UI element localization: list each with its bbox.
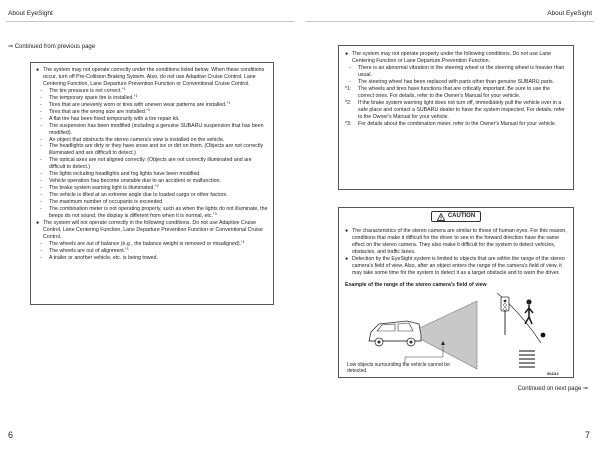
continued-on-next-page: Continued on next page ⇒ <box>517 386 588 392</box>
footnote-reference: *1 <box>241 238 245 244</box>
condition-item-text: A flat tire has been fixed temporarily with a tire repair kit. <box>49 115 180 122</box>
figure-code: S04113 <box>547 371 559 376</box>
condition-item <box>36 199 268 206</box>
condition-item <box>36 185 268 192</box>
dash-marker: - <box>40 206 42 213</box>
condition-item <box>36 106 268 116</box>
footnote <box>345 86 567 100</box>
footnote-mark: *2: <box>345 99 352 106</box>
page-number-right: 7 <box>584 430 590 440</box>
footnote <box>345 121 567 128</box>
footnote-reference: *1 <box>125 245 129 251</box>
vehicle-icon <box>369 321 421 346</box>
condition-item <box>36 245 268 255</box>
condition-item <box>36 157 268 171</box>
caution-item <box>345 228 567 256</box>
caution-box <box>338 207 574 378</box>
condition-item <box>36 206 268 220</box>
condition-item <box>36 116 268 123</box>
dash-marker: - <box>40 185 42 192</box>
warning-triangle-icon <box>437 213 445 221</box>
steering-condition-item-text: There is an abnormal vibration in the steering wheel or the steering wheel is heavier than usual. <box>358 64 565 78</box>
caption-leader-line <box>405 346 443 363</box>
conditions-paragraph-2-text: The system will not operate correctly in the following conditions. Do not use Adaptive Cruise Control, Lane Centering Function, Lane Departure Prevention Function or Conventional Cruise Control. <box>43 219 263 240</box>
bullet-icon: ● <box>345 255 349 262</box>
steering-conditions-box <box>338 45 574 190</box>
condition-item-text: The headlights are dirty or they have snow and ice or dirt on them. (Objects are not correctly illuminated and are difficult to detect.) <box>49 143 264 157</box>
condition-item-text: The wheels are out of alignment. <box>49 247 126 254</box>
dash-marker: - <box>40 171 42 178</box>
footnote <box>345 100 567 121</box>
condition-item-text: Vehicle operation has become unstable due to an accident or malfunction. <box>49 178 221 185</box>
condition-item-text: The lights including headlights and fog lights have been modified. <box>49 171 201 178</box>
left-header-divider <box>6 21 294 22</box>
conditions-paragraph-1 <box>36 67 268 88</box>
bullet-icon: ● <box>345 228 349 234</box>
steering-paragraph <box>345 51 567 65</box>
footnote-reference: *1 <box>133 92 138 98</box>
caution-item-text: Detection by the EyeSight system is limited to objects that are within the range of the stereo camera's field of view. Also, after an object enters the range of the camera's field of view, it may take some time for the system to detect it as a target obstacle and to warn the driver. <box>352 255 565 276</box>
traffic-light-icon <box>501 297 509 335</box>
dash-marker: - <box>40 240 42 247</box>
caution-list <box>345 228 567 277</box>
condition-item <box>36 99 268 109</box>
footnote-reference: *3 <box>212 211 217 217</box>
footnotes-list <box>345 86 567 128</box>
dash-marker: - <box>40 87 42 94</box>
caution-badge <box>431 211 481 222</box>
condition-item-text: An object that obstructs the stereo camera's view is installed on the vehicle. <box>49 136 225 143</box>
condition-item <box>36 143 268 157</box>
left-header-title: About EyeSight <box>8 10 53 17</box>
dash-marker: - <box>40 199 42 206</box>
condition-item-text: The maximum number of occupants is exceeded. <box>49 199 164 206</box>
caution-header <box>345 211 567 222</box>
steering-conditions-list <box>345 65 567 86</box>
caution-label: CAUTION <box>447 213 476 220</box>
figure-caption: Low objects surrounding the vehicle cannot be detected. <box>347 361 450 374</box>
caution-item-text: The characteristics of the stereo camera are similar to those of human eyes. For this reason, conditions that make it difficult for the driver to see in the forward direction have the same effect on the stereo camera. They also make it difficult for the system to detect vehicles, obstacles, and traffic lanes. <box>352 228 567 255</box>
steering-condition-item-text: The steering wheel has been replaced with parts other than genuine SUBARU parts. <box>358 78 555 85</box>
road-markings <box>519 351 535 367</box>
dash-marker: - <box>40 101 42 108</box>
condition-item-text: The optical axes are not aligned correctly. (Objects are not correctly illuminated and are difficult to detect.) <box>49 157 252 171</box>
footnote-mark: *1: <box>345 85 352 92</box>
footnote-text: The wheels and tires have functions that are critically important. Be sure to use the correct ones. For details, refer to the Owner's Manual for your vehicle. <box>358 85 551 99</box>
footnote-text: For details about the combination meter, refer to the Owner's Manual for your vehicle. <box>358 120 557 127</box>
continued-from-previous-page: ⇒ Continued from previous page <box>8 44 96 50</box>
footnote-reference: *1 <box>146 106 151 112</box>
condition-item <box>36 123 268 137</box>
steering-condition-item <box>345 65 567 79</box>
dash-marker: - <box>40 143 42 150</box>
condition-item-text: The vehicle is tilted at an extreme angle due to loaded cargo or other factors. <box>49 192 228 199</box>
condition-item <box>36 137 268 144</box>
condition-item <box>36 255 268 262</box>
figure-title: Example of the range of the stereo camera's field of view <box>345 281 487 288</box>
steering-paragraph-text: The system may not operate properly under the following conditions. Do not use Lane Centering Function or Lane Departure Prevention Function. <box>352 51 552 64</box>
condition-item-text: The suspension has been modified (including a genuine SUBARU suspension that has been modified). <box>49 122 264 136</box>
dash-marker: - <box>40 94 42 101</box>
footnote-text: If the brake system warning light does not turn off, immediately pull the vehicle over in a safe place and contact a SUBARU dealer to have the system inspected. For details, refer to the Owner's Manual for your vehicle. <box>358 99 565 120</box>
footnote-mark: *3: <box>345 120 352 127</box>
condition-item-text: Tires that are unevenly worn or tires with uneven wear patterns are installed. <box>49 101 227 108</box>
condition-item <box>36 92 268 102</box>
conditions-paragraph-1-text: The system may not operate correctly under the conditions listed below. When these conditions occur, turn off Pre-Collision Braking System. Also, do not use Adaptive Cruise Control, Lane Centering Function, Lane Departure Prevention Function or Conventional Cruise Control. <box>43 67 265 87</box>
dash-marker: - <box>349 64 351 71</box>
footnote-reference: *1 <box>226 99 231 105</box>
conditions-paragraph-2 <box>36 220 268 241</box>
field-of-view-figure <box>347 293 567 380</box>
dash-marker: - <box>40 157 42 164</box>
condition-item-text: The tire pressure is not correct. <box>49 87 122 94</box>
condition-item-text: The combination meter is not operating properly, such as when the lights do not illuminate, the beeps do not sound, the display is different from when it is normal, etc. <box>49 206 268 220</box>
dash-marker: - <box>40 122 42 129</box>
condition-item-text: The wheels are out of balance (e.g., the balance weight is removed or misaligned). <box>49 240 242 247</box>
right-page <box>300 0 600 450</box>
footnote-reference: *1 <box>121 85 126 91</box>
dash-marker: - <box>40 108 42 115</box>
dash-marker: - <box>40 136 42 143</box>
condition-item-text: The temporary spare tire is installed. <box>49 94 134 101</box>
condition-item <box>36 85 268 95</box>
left-conditions-box <box>30 62 274 305</box>
pedestrian-icon <box>525 299 533 324</box>
dash-marker: - <box>40 115 42 122</box>
footnote-reference: *2 <box>154 183 159 189</box>
condition-item-text: The brake system warning light is illuminated. <box>49 185 155 192</box>
conditions-list-2 <box>36 238 268 262</box>
bullet-icon: ● <box>36 67 40 73</box>
condition-item <box>36 238 268 248</box>
condition-item <box>36 192 268 199</box>
condition-item-text: A trailer or another vehicle, etc. is being towed. <box>49 254 158 261</box>
dash-marker: - <box>349 78 351 85</box>
dash-marker: - <box>40 254 42 261</box>
condition-item-text: Tires that are the wrong size are installed. <box>49 108 147 115</box>
bullet-icon: ● <box>36 219 40 226</box>
conditions-list-1 <box>36 85 268 220</box>
condition-item <box>36 171 268 178</box>
dash-marker: - <box>40 247 42 254</box>
bullet-icon: ● <box>345 51 349 57</box>
page-number-left: 6 <box>8 430 14 440</box>
steering-condition-item <box>345 79 567 86</box>
dash-marker: - <box>40 192 42 199</box>
dash-marker: - <box>40 178 42 185</box>
right-header-divider <box>306 21 594 22</box>
right-header-title: About EyeSight <box>547 10 592 17</box>
obstacle-dot <box>541 332 546 337</box>
caution-item <box>345 256 567 277</box>
